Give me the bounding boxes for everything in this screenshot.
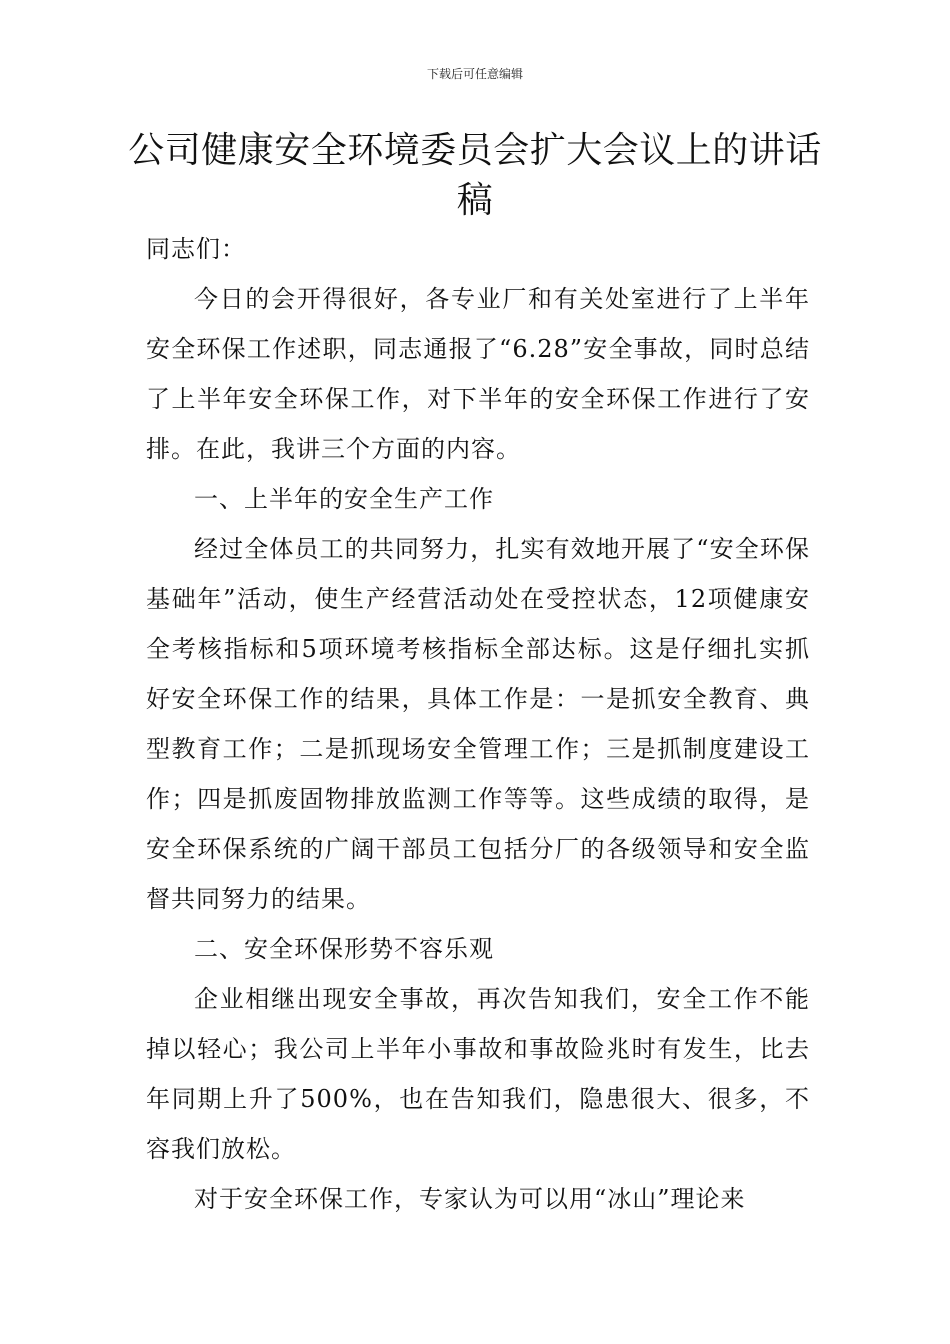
salutation: 同志们： [146,235,246,263]
section-heading: 二、安全环保形势不容乐观 [194,935,494,963]
body-paragraph: 经过全体员工的共同努力，扎实有效地开展了“安全环保基础年”活动，使生产经营活动处在受控状态，12项健康安全考核指标和5项环境考核指标全部达标。这是仔细扎实抓好安全环保工作的结果，具体工作是：一是抓安全教育、典型教育工作；二是抓现场安全管理工作；三是抓制度建设工作；四是抓废固物排放监测工作等等。这些成绩的取得，是安全环保系统的广阔干部员工包括分厂的各级领导和安全监督共同努力的结果。 [146,535,810,913]
body-paragraph: 对于安全环保工作，专家认为可以用“冰山”理论来 [194,1185,746,1213]
body-paragraph: 企业相继出现安全事故，再次告知我们，安全工作不能掉以轻心；我公司上半年小事故和事故险兆时有发生，比去年同期上升了500%，也在告知我们，隐患很大、很多，不容我们放松。 [146,985,810,1163]
section-heading: 一、上半年的安全生产工作 [194,485,494,513]
body-paragraph: 今日的会开得很好，各专业厂和有关处室进行了上半年安全环保工作述职，同志通报了“6.28”安全事故，同时总结了上半年安全环保工作，对下半年的安全环保工作进行了安排。在此，我讲三个方面的内容。 [146,285,810,463]
header-note: 下载后可任意编辑 [426,67,523,81]
document-title: 公司健康安全环境委员会扩大会议上的讲话稿 [128,130,822,221]
document-body [146,224,810,1224]
